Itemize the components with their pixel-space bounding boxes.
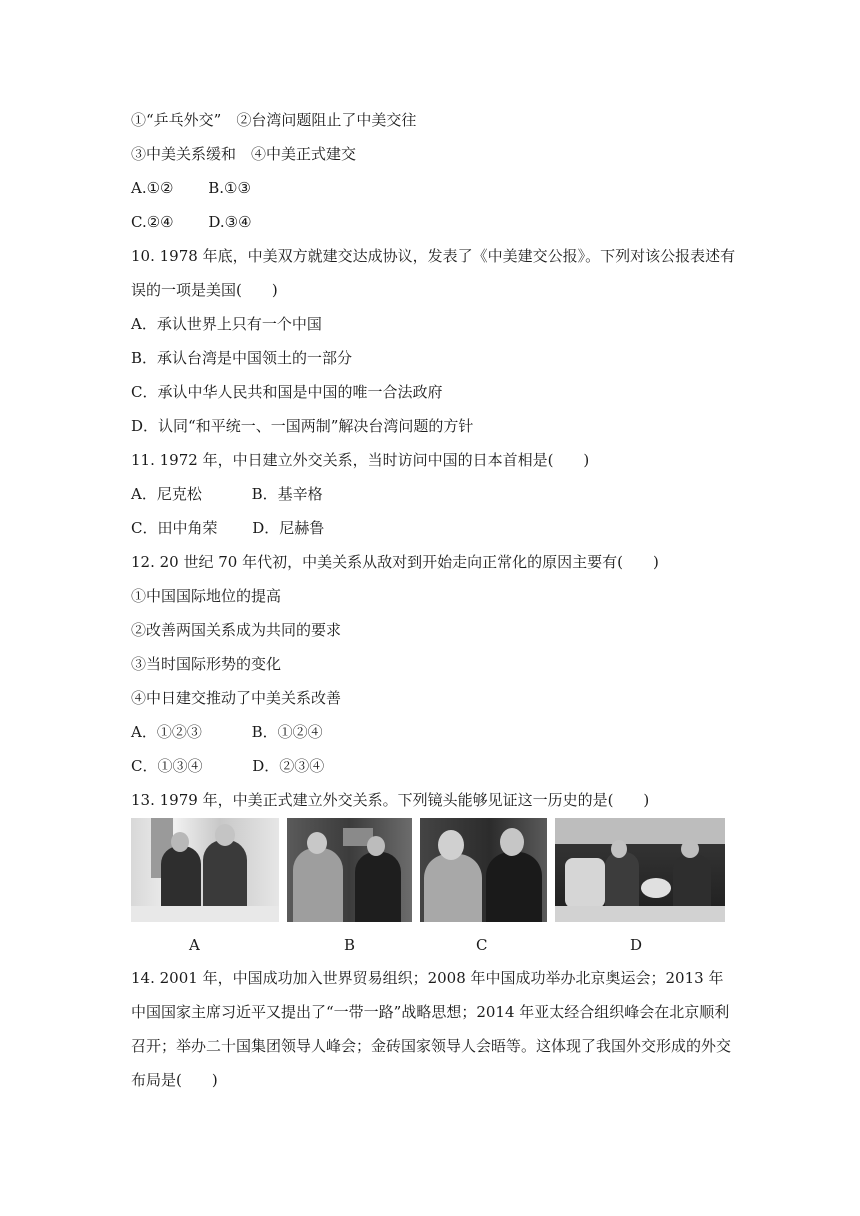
photo-c <box>420 818 547 922</box>
q10-choice-d: D．认同“和平统一、一国两制”解决台湾问题的方针 <box>131 417 474 435</box>
photo-label-b: B <box>344 936 356 954</box>
q10-stem-line-2: 误的一项是美国( ) <box>131 281 278 299</box>
q11-choices-cd: C．田中角荣 D．尼赫鲁 <box>131 519 325 537</box>
q10-choice-c: C．承认中华人民共和国是中国的唯一合法政府 <box>131 383 443 401</box>
photo-label-a: A <box>189 936 200 954</box>
q12-option-4: ④中日建交推动了中美关系改善 <box>131 689 342 707</box>
q12-option-1: ①中国国际地位的提高 <box>131 587 282 605</box>
photo-d <box>555 818 725 922</box>
q9-options-row-2: ③中美关系缓和 ④中美正式建交 <box>131 145 357 163</box>
q12-stem: 12. 20 世纪 70 年代初，中美关系从敌对到开始走向正常化的原因主要有( ) <box>131 553 659 571</box>
q9-options-row-1: ①“乒乓外交” ②台湾问题阻止了中美交往 <box>131 111 417 129</box>
photo-label-c: C <box>476 936 488 954</box>
q9-choices-ab: A.①② B.①③ <box>131 179 251 197</box>
q9-choices-cd: C.②④ D.③④ <box>131 213 252 231</box>
q12-option-3: ③当时国际形势的变化 <box>131 655 282 673</box>
q12-option-2: ②改善两国关系成为共同的要求 <box>131 621 342 639</box>
q11-choices-ab: A．尼克松 B．基辛格 <box>131 485 323 503</box>
q11-stem: 11. 1972 年，中日建立外交关系，当时访问中国的日本首相是( ) <box>131 451 590 469</box>
q10-stem-line-1: 10. 1978 年底，中美双方就建交达成协议，发表了《中美建交公报》。下列对该公报表述有 <box>131 247 736 265</box>
q14-stem: 14. 2001 年，中国成功加入世界贸易组织；2008 年中国成功举办北京奥运会；2013 年中国国家主席习近平又提出了“一带一路”战略思想；2014 年亚太经合组织峰会在北京顺利召开；举办二十国集团领导人峰会；金砖国家领导人会晤等。这体现了我国外交形成的外交布局是( ) <box>131 969 732 1089</box>
q13-stem: 13. 1979 年，中美正式建立外交关系。下列镜头能够见证这一历史的是( ) <box>131 791 650 809</box>
q10-choice-b: B．承认台湾是中国领土的一部分 <box>131 349 353 367</box>
photo-label-d: D <box>630 936 643 954</box>
q10-choice-a: A．承认世界上只有一个中国 <box>131 315 322 333</box>
photo-a <box>131 818 279 922</box>
q12-choices-cd: C．①③④ D．②③④ <box>131 757 325 775</box>
q12-choices-ab: A．①②③ B．①②④ <box>131 723 323 741</box>
photo-b <box>287 818 412 922</box>
